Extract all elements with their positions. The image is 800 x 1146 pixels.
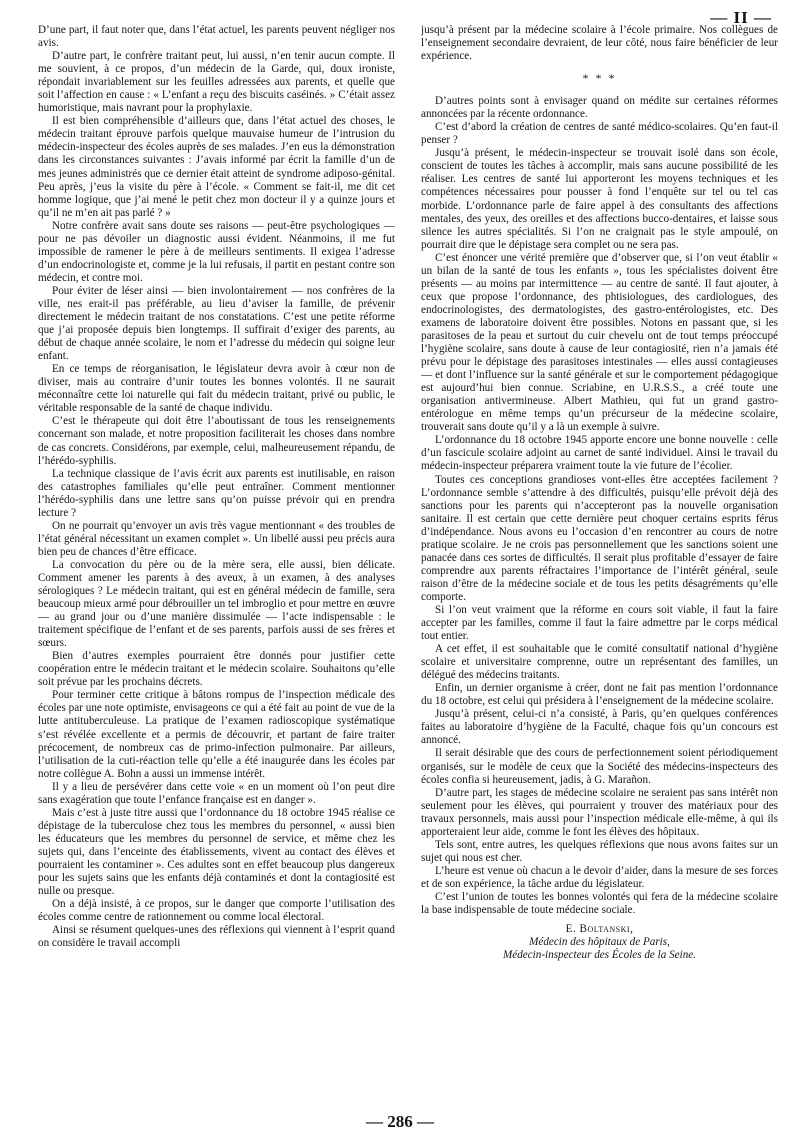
author-signature bbox=[421, 923, 778, 962]
paragraph: Notre confrère avait sans doute ses raisons — peut-être psychologiques — pour ne pas dévoiler un diagnostic aussi évident. Néanmoins, il me fut impossible de ramener le père à de meilleurs sentiments. Il exigea l’adresse d’un endocrinologiste et, comme je la lui refusais, il partit en pestant contre son médecin, et contre moi. bbox=[38, 219, 395, 284]
right-column bbox=[421, 24, 778, 1106]
paragraph: On a déjà insisté, à ce propos, sur le danger que comporte l’utilisation des écoles comme centre de rationnement ou comme local électoral. bbox=[38, 898, 395, 924]
paragraph: Enfin, un dernier organisme à créer, dont ne fait pas mention l’ordonnance du 18 octobre, est celui qui présidera à l’enseignement de la médecine scolaire. bbox=[421, 682, 778, 708]
section-separator: * * * bbox=[582, 71, 617, 86]
paragraph: Tels sont, entre autres, les quelques réflexions que nous avons faites sur un sujet qui nous est cher. bbox=[421, 838, 778, 864]
left-column bbox=[38, 24, 395, 1106]
paragraph: Toutes ces conceptions grandioses vont-elles être acceptées facilement ? L’ordonnance semble s’attendre à des difficultés, puisqu’elle prévoit déjà des sanctions pour les parents qui n’accepteront pas la nouvelle organisation sanitaire. Il est certain que cette dernière peut choquer certains esprits férus d’indépendance. Nous avons eu l’occasion d’en rencontrer au cours de notre pratique scolaire. Je ne crois pas personnellement que les sanctions soient une panacée dans ces sortes de difficultés. Il serait plus profitable d’essayer de faire comprendre aux parents réfractaires l’importance de l’intérêt général, seule raison d’être de la médecine sociale et de tous les petits désagréments qu’elle comporte. bbox=[421, 473, 778, 603]
paragraph: Bien d’autres exemples pourraient être donnés pour justifier cette coopération entre le médecin traitant et le médecin scolaire. Souhaitons qu’elle soit prévue par les prochains décrets. bbox=[38, 650, 395, 689]
paragraph: jusqu’à présent par la médecine scolaire à l’école primaire. Nos collègues de l’enseignement secondaire devraient, de leur côté, nous faire bénéficier de leur expérience. bbox=[421, 24, 778, 63]
paragraph: En ce temps de réorganisation, le législateur devra avoir à cœur non de diviser, mais au contraire d’unir toutes les bonnes volontés. Il ne saurait méconnaître cette loi naturelle qui fait du médecin traitant, privé ou public, le véritable responsable de la santé de chaque individu. bbox=[38, 363, 395, 415]
paragraph: La technique classique de l’avis écrit aux parents est inutilisable, en raison des catastrophes familiales qu’elle peut entraîner. Comment mentionner l’hérédo-syphilis dans une lettre sans qu’on puisse prévoir qui en prendra lecture ? bbox=[38, 467, 395, 519]
paragraph: D’autre part, le confrère traitant peut, lui aussi, n’en tenir aucun compte. Il me souvient, à ce propos, d’un médecin de la Garde, qui, doux ironiste, répondait invariablement sur les feuilles adressées aux parents, et quelle que soit l’affection en cause : « L’enfant a reçu des biscuits caséinés. » C’était assez humoristique, mais navrant pour la prophylaxie. bbox=[38, 50, 395, 115]
paragraph: Il y a lieu de persévérer dans cette voie « en un moment où l’on peut dire sans exagération que toute l’enfance française est en danger ». bbox=[38, 780, 395, 806]
paragraph: Il serait désirable que des cours de perfectionnement soient périodiquement organisés, sur le modèle de ceux que la Société des médecins-inspecteurs des écoles confia si heureusement, jadis, à G. Marañon. bbox=[421, 747, 778, 786]
article-columns bbox=[38, 24, 778, 1106]
paragraph: L’heure est venue où chacun a le devoir d’aider, dans la mesure de ses forces et de son expérience, la tâche ardue du législateur. bbox=[421, 864, 778, 890]
section-page-label: — II — bbox=[710, 8, 772, 27]
author-affiliation: Médecin-inspecteur des Écoles de la Seine. bbox=[502, 949, 697, 962]
author-name: E. Boltanski, bbox=[565, 923, 634, 936]
paragraph: Mais c’est à juste titre aussi que l’ordonnance du 18 octobre 1945 réalise ce dépistage de la tuberculose chez tous les membres du personnel, « aussi bien les éducateurs que les membres du personnel de service, et même chez les sujets qui, dans l’enceinte des établissements, vivent au contact des élèves et pourraient les contaminer ». Ces adultes sont en effet beaucoup plus dangereux pour les sujets sains que les enfants déjà contaminés et dont la contagiosité est nulle ou presque. bbox=[38, 806, 395, 898]
paragraph: D’autres points sont à envisager quand on médite sur certaines réformes annoncées par la récente ordonnance. bbox=[421, 95, 778, 121]
paragraph: Il est bien compréhensible d’ailleurs que, dans l’état actuel des choses, le médecin traitant éprouve parfois quelque mauvaise humeur de l’intrusion du médecin-inspecteur des écoles auprès de ses malades. J’en eus la démonstration dans les circonstances suivantes : J’avais informé par écrit la famille d’un de mes jeunes administrés que ce dernier était atteint de syndrome adiposo-génital. Peu après, j’eus la visite du père à l’école. « Comment se fait-il, me dit cet homme logique, que j’ai mené le petit chez mon docteur il y a quinze jours et qu’il ne m’en ait pas parlé ? » bbox=[38, 115, 395, 219]
paragraph: D’autre part, les stages de médecine scolaire ne seraient pas sans intérêt non seulement pour les élèves, qui pourraient y trouver des matériaux pour des travaux personnels, mais aussi pour l’inspection médicale elle-même, à qui ils apporteraient leur aide, comme le font les élèves des hôpitaux. bbox=[421, 786, 778, 838]
author-title: Médecin des hôpitaux de Paris, bbox=[529, 936, 670, 949]
paragraph: La convocation du père ou de la mère sera, elle aussi, bien délicate. Comment amener les parents à des aveux, à un examen, à des analyses sérologiques ? Le médecin traitant, qui est en général médecin de famille, sera beaucoup mieux armé pour débrouiller un tel imbroglio et pour mettre en œuvre — au grand jour ou d’une manière dissimulée — l’acte indispensable : le traitement spécifique de l’enfant et de ses parents, parfois aussi de ses frères et sœurs. bbox=[38, 558, 395, 650]
paragraph: C’est énoncer une vérité première que d’observer que, si l’on veut établir « un bilan de la santé de tous les enfants », tous les spécialistes doivent être présents — au moins par intermittence — au centre de santé. Il faut ajouter, à ceux que propose l’ordonnance, des phtisiologues, des cardiologues, des endocrinologistes, des dermatologistes, des gastro-entérologistes, etc. Des examens de laboratoire doivent être possibles. Notons en passant que, si les parasitoses de la peau et surtout du cuir chevelu ont de tout temps préoccupé l’hygiène scolaire, sans doute à cause de leur contagiosité, rien n’a jamais été prévu pour le dépistage des parasitoses intestinales — elles aussi contagieuses — et dont l’influence sur la santé générale et sur le comportement pédagogique est aujourd’hui bien connue. Scriabine, en U.R.S.S., a créé toute une organisation antivermineuse. Albert Mathieu, qui fut un grand gastro-entérologue en même temps qu’un précurseur de la médecine scolaire, trouverait sans doute qu’il y a là un exemple à suivre. bbox=[421, 251, 778, 434]
paragraph: L’ordonnance du 18 octobre 1945 apporte encore une bonne nouvelle : celle d’un fascicule scolaire adjoint au carnet de santé individuel. Ainsi le travail du médecin-inspecteur préparera vraiment toute la vie future de l’écolier. bbox=[421, 434, 778, 473]
paragraph: C’est d’abord la création de centres de santé médico-scolaires. Qu’en faut-il penser ? bbox=[421, 121, 778, 147]
paragraph: Jusqu’à présent, celui-ci n’a consisté, à Paris, qu’en quelques conférences faites au laboratoire d’hygiène de la Faculté, chaque fois qu’un concours est annoncé. bbox=[421, 708, 778, 747]
page-number: — 286 — bbox=[366, 1112, 434, 1131]
paragraph: Ainsi se résument quelques-unes des réflexions qui viennent à l’esprit quand on considère le travail accompli bbox=[38, 924, 395, 950]
paragraph: C’est l’union de toutes les bonnes volontés qui fera de la médecine scolaire la base indispensable de toute médecine sociale. bbox=[421, 891, 778, 917]
paragraph: On ne pourrait qu’envoyer un avis très vague mentionnant « des troubles de l’état général nécessitant un examen complet ». Un libellé aussi peu précis aura bien peu de chances d’être efficace. bbox=[38, 519, 395, 558]
paragraph: C’est le thérapeute qui doit être l’aboutissant de tous les renseignements concernant son malade, et notre proposition faciliterait les choses dans nombre de cas concrets. Considérons, par exemple, celui, malheureusement répandu, de l’hérédo-syphilis. bbox=[38, 415, 395, 467]
paragraph: Si l’on veut vraiment que la réforme en cours soit viable, il faut la faire accepter par les familles, comme il faut la faire admettre par le corps médical tout entier. bbox=[421, 603, 778, 643]
paragraph: Pour terminer cette critique à bâtons rompus de l’inspection médicale des écoles par une note optimiste, envisageons ce qui a été fait au point de vue de la lutte antituberculeuse. La pratique de l’examen radioscopique systématique s’est révélée excellente et a permis de découvrir, et partant de faire traiter précocement, de nombreux cas de primo-infection pulmonaire. Par ailleurs, l’utilisation de la cuti-réaction telle qu’elle a été inaugurée dans les écoles par notre collègue A. Bohn a aussi un immense intérêt. bbox=[38, 689, 395, 780]
paragraph: Pour éviter de léser ainsi — bien involontairement — nos confrères de la ville, nes erait-il pas préférable, au lieu d’aviser la famille, de prévenir directement le médecin traitant de nos constatations. C’est une petite réforme que j’ai proposée depuis bien longtemps. Il suffirait d’exiger des parents, au début de chaque année scolaire, le nom et l’adresse du médecin qui soigne leur enfant. bbox=[38, 284, 395, 363]
paragraph: A cet effet, il est souhaitable que le comité consultatif national d’hygiène scolaire et universitaire comprenne, outre un représentant des familles, un délégué des médecins traitants. bbox=[421, 643, 778, 682]
paragraph: D’une part, il faut noter que, dans l’état actuel, les parents peuvent négliger nos avis. bbox=[38, 24, 395, 50]
paragraph: Jusqu’à présent, le médecin-inspecteur se trouvait isolé dans son école, conscient de toutes les tâches à accomplir, mais sans aucune possibilité de les réaliser. Les centres de santé lui apporteront les moyens techniques et les compétences nécessaires pour pousser à fond l’enquête sur tel ou tel cas morbide. L’ordonnance parle de faire appel à des consultants des affections mentales, des yeux, des oreilles et des affections bucco-dentaires, et laisse sous silence les autres spécialités. Si l’on ne craignait pas le style ampoulé, on pourrait dire que le dépistage sera complet ou ne sera pas. bbox=[421, 147, 778, 251]
